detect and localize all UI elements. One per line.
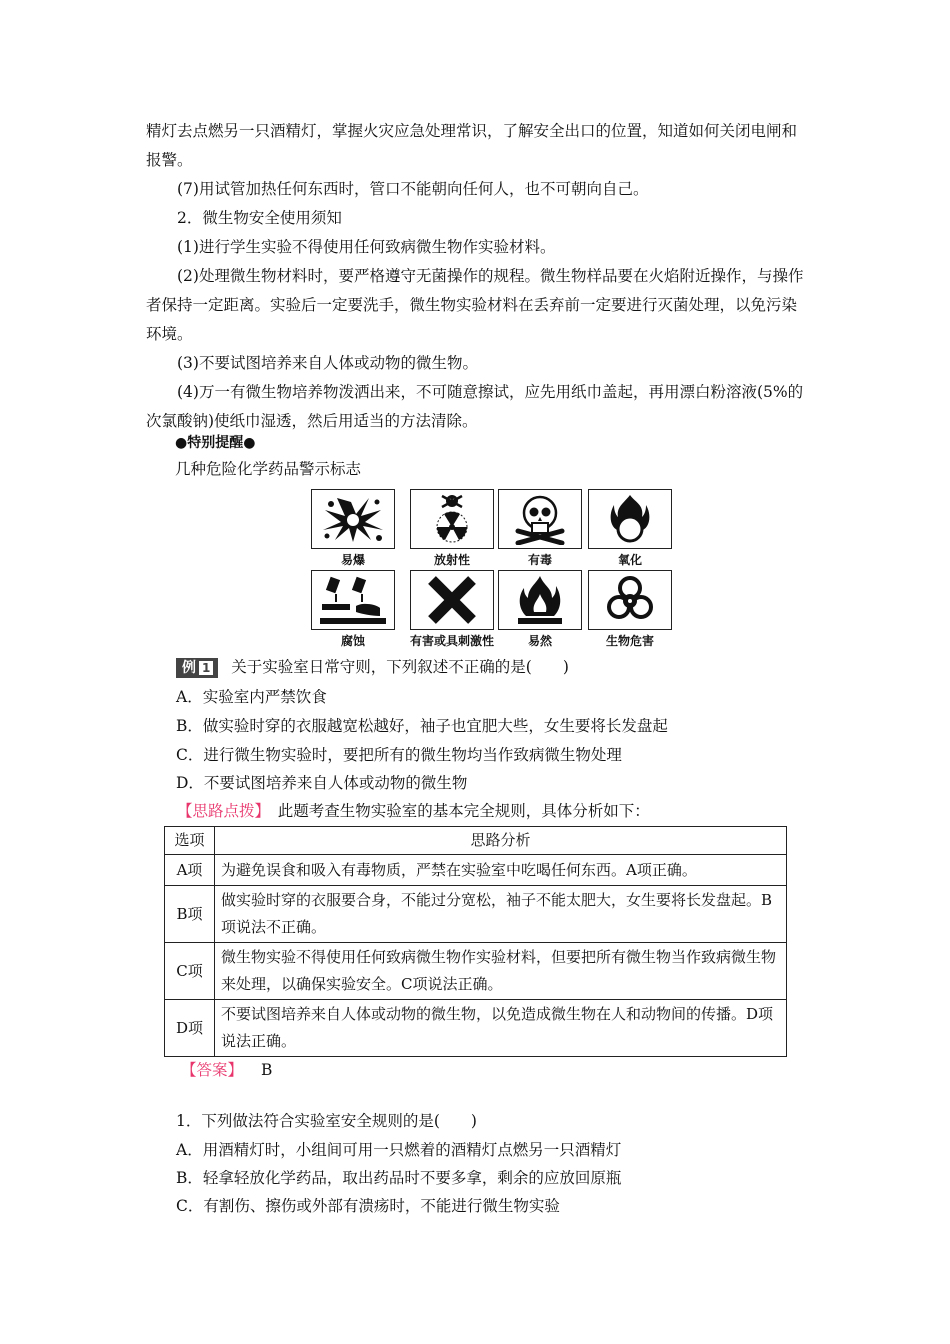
sign-biohazard bbox=[588, 570, 672, 649]
option-d: D．不要试图培养来自人体或动物的微生物 bbox=[176, 774, 468, 792]
header-option: 选项 bbox=[165, 827, 215, 855]
q1-option-c: C．有割伤、擦伤或外部有溃疡时，不能进行微生物实验 bbox=[176, 1197, 560, 1215]
flame-icon bbox=[498, 570, 582, 630]
example-question: 关于实验室日常守则，下列叙述不正确的是( ) bbox=[231, 658, 569, 676]
hint-line bbox=[177, 797, 650, 826]
rule-7: (7)用试管加热任何东西时，管口不能朝向任何人，也不可朝向自己。 bbox=[177, 180, 649, 198]
sign-label: 氧化 bbox=[617, 553, 642, 567]
table-header-row bbox=[165, 827, 787, 855]
question-1: 1．下列做法符合实验室安全规则的是( ) bbox=[176, 1112, 477, 1130]
answer-label: 【答案】 bbox=[181, 1061, 244, 1079]
q1-option-b: B．轻拿轻放化学药品，取出药品时不要多拿，剩余的应放回原瓶 bbox=[176, 1169, 622, 1187]
option-b: B．做实验时穿的衣服越宽松越好，袖子也宜肥大些，女生要将长发盘起 bbox=[176, 717, 668, 735]
sign-harmful bbox=[410, 570, 494, 649]
table-row bbox=[165, 943, 787, 1000]
sign-label: 生物危害 bbox=[605, 634, 654, 648]
special-tip-title: ●特别提醒● bbox=[175, 435, 256, 451]
corrosive-icon bbox=[311, 570, 395, 630]
row-option: B项 bbox=[165, 886, 215, 943]
skull-icon bbox=[498, 489, 582, 549]
sign-toxic bbox=[498, 489, 582, 568]
row-analysis: 为避免误食和吸入有毒物质，严禁在实验室中吃喝任何东西。A项正确。 bbox=[215, 855, 787, 886]
sign-flammable bbox=[498, 570, 582, 649]
example-1-heading bbox=[176, 655, 569, 678]
intro-paragraph: 精灯去点燃另一只酒精灯，掌握火灾应急处理常识，了解安全出口的位置，知道如何关闭电闸和报警。 bbox=[146, 122, 798, 169]
table-row bbox=[165, 1000, 787, 1057]
row-option: D项 bbox=[165, 1000, 215, 1057]
sign-corrosive bbox=[311, 570, 395, 649]
sign-label: 有害或具刺激性 bbox=[410, 634, 495, 648]
hint-text: 此题考查生物实验室的基本完全规则，具体分析如下： bbox=[262, 802, 650, 820]
micro-rule-2: (2)处理微生物材料时，要严格遵守无菌操作的规程。微生物样品要在火焰附近操作，与操作者保持一定距离。实验后一定要洗手，微生物实验材料在丢弃前一定要进行灭菌处理，以免污染环境。 bbox=[146, 267, 804, 343]
micro-rule-3: (3)不要试图培养来自人体或动物的微生物。 bbox=[177, 354, 478, 372]
table-row bbox=[165, 886, 787, 943]
sign-label: 放射性 bbox=[433, 553, 470, 567]
row-analysis: 微生物实验不得使用任何致病微生物作实验材料，但要把所有微生物当作致病微生物来处理，以确保实验安全。C项说法正确。 bbox=[215, 943, 787, 1000]
answer-line bbox=[181, 1056, 272, 1085]
example-tag: 例 1 bbox=[176, 658, 218, 678]
header-analysis: 思路分析 bbox=[215, 827, 787, 855]
sign-label: 腐蚀 bbox=[340, 634, 365, 648]
row-analysis: 做实验时穿的衣服要合身，不能过分宽松，袖子不能太肥大，女生要将长发盘起。B项说法不正确。 bbox=[215, 886, 787, 943]
answer-value: B bbox=[261, 1061, 273, 1079]
sign-label: 有毒 bbox=[527, 553, 552, 567]
oxidizer-icon bbox=[588, 489, 672, 549]
analysis-table bbox=[164, 826, 787, 1057]
sign-explosive bbox=[311, 489, 395, 568]
row-option: C项 bbox=[165, 943, 215, 1000]
sign-radioactive bbox=[410, 489, 494, 568]
micro-rule-1: (1)进行学生实验不得使用任何致病微生物作实验材料。 bbox=[177, 238, 556, 256]
row-analysis: 不要试图培养来自人体或动物的微生物，以免造成微生物在人和动物间的传播。D项说法正确。 bbox=[215, 1000, 787, 1057]
q1-option-a: A．用酒精灯时，小组间可用一只燃着的酒精灯点燃另一只酒精灯 bbox=[176, 1141, 622, 1159]
table-row bbox=[165, 855, 787, 886]
warning-signs-caption: 几种危险化学药品警示标志 bbox=[175, 460, 362, 478]
explosive-icon bbox=[311, 489, 395, 549]
sign-label: 易爆 bbox=[340, 553, 365, 567]
hint-label: 【思路点拨】 bbox=[177, 802, 263, 820]
micro-rule-4: (4)万一有微生物培养物泼洒出来，不可随意擦试，应先用纸巾盖起，再用漂白粉溶液(5%的次氯酸钠)使纸巾湿透，然后用适当的方法清除。 bbox=[146, 383, 804, 430]
option-c: C．进行微生物实验时，要把所有的微生物均当作致病微生物处理 bbox=[176, 746, 622, 764]
row-option: A项 bbox=[165, 855, 215, 886]
option-a: A．实验室内严禁饮食 bbox=[176, 688, 327, 706]
harmful-x-icon bbox=[410, 570, 494, 630]
sign-label: 易然 bbox=[527, 634, 552, 648]
biohazard-icon bbox=[588, 570, 672, 630]
section-2-heading: 2．微生物安全使用须知 bbox=[177, 209, 342, 227]
radioactive-icon bbox=[410, 489, 494, 549]
sign-oxidizer bbox=[588, 489, 672, 568]
